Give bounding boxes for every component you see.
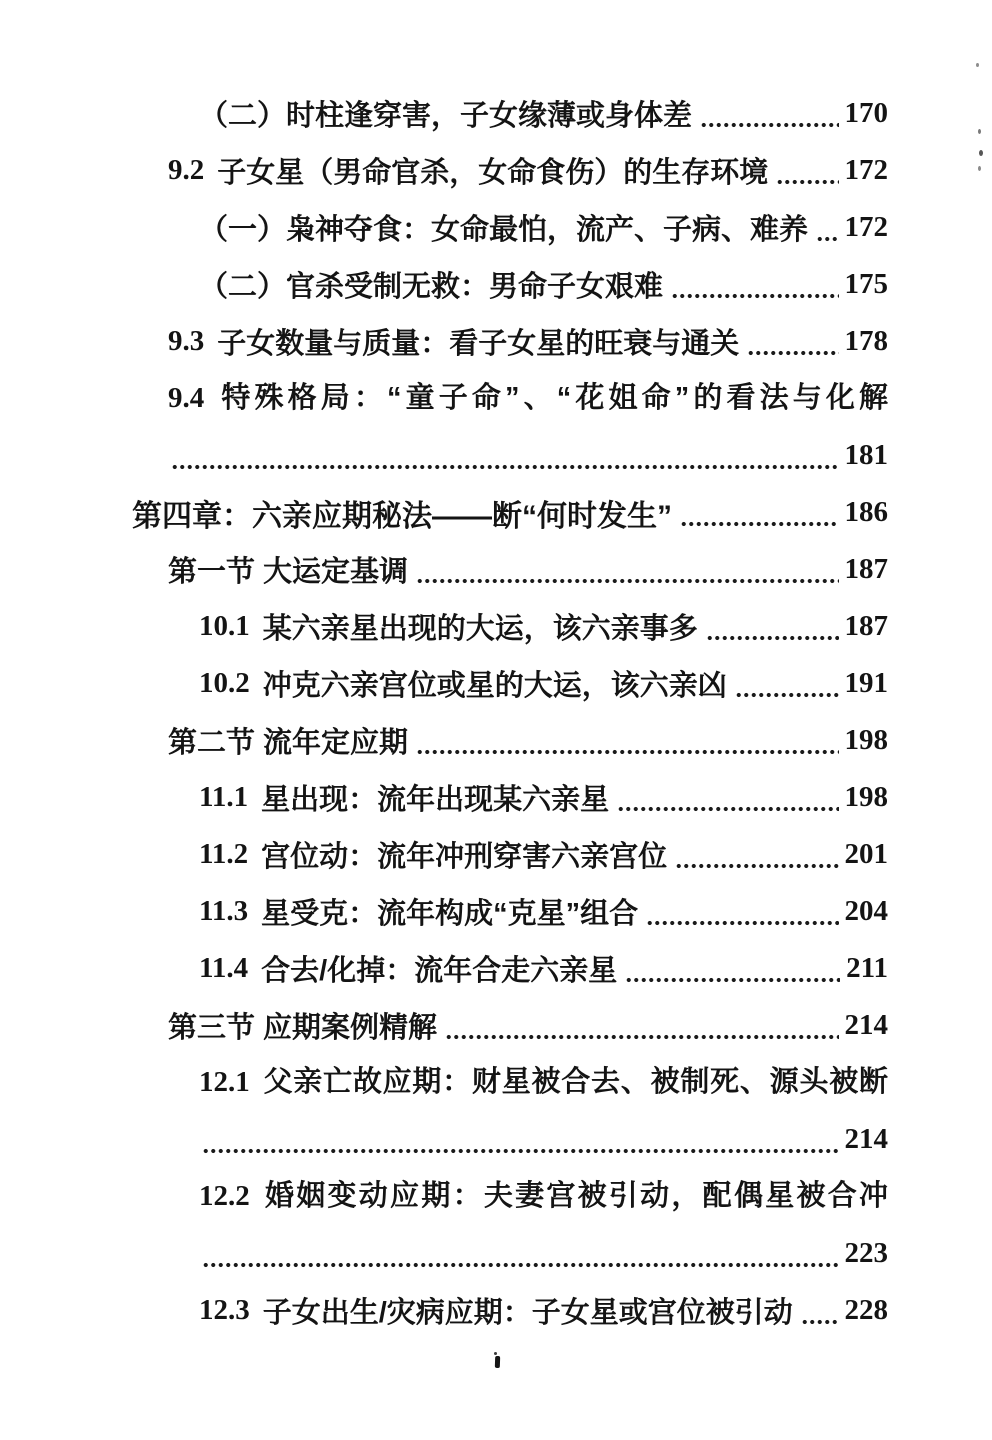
scan-artifact: [978, 129, 981, 134]
toc-entry-number: 11.4: [199, 952, 249, 984]
toc-entry-wrapped-line: [0, 370, 992, 427]
toc-entry: [0, 313, 992, 370]
toc-entry-number: 10.2: [199, 667, 250, 699]
toc-entry-text: 冲克六亲宫位或星的大运，该六亲凶: [262, 670, 727, 702]
toc-entry-number: 10.1: [199, 610, 250, 642]
dotted-leader: [776, 179, 838, 185]
scan-artifact: [976, 63, 979, 67]
ink-mark: [494, 1352, 497, 1355]
toc-entry-text: 子女出生/灾病应期：子女星或宫位被引动: [262, 1297, 793, 1329]
toc-section-heading: [0, 997, 992, 1054]
toc-entry-text: 宫位动：流年冲刑穿害六亲宫位: [261, 841, 668, 873]
toc-entry: [0, 883, 992, 940]
toc-entry: [0, 1282, 992, 1339]
dotted-leader: [202, 1262, 839, 1268]
toc-entry: [0, 85, 992, 142]
toc-entry-wrapped-line: [0, 1054, 992, 1111]
ink-mark: [495, 1356, 500, 1368]
toc-entry-text: 子女星（男命官杀，女命食伤）的生存环境: [217, 157, 769, 189]
toc-entry-number: 12.3: [199, 1294, 250, 1326]
toc-page-number: 181: [844, 439, 888, 471]
toc-entry-text: （二）时柱逢穿害，子女缘薄或身体差: [199, 100, 693, 132]
dotted-leader: [706, 635, 839, 641]
toc-chapter-heading: [0, 484, 992, 541]
toc-entry: [0, 769, 992, 826]
toc-entry-number: 12.2: [199, 1180, 250, 1212]
toc-entry-text: 子女数量与质量：看子女星的旺衰与通关: [217, 328, 740, 360]
toc-entry-text: 星受克：流年构成“克星”组合: [261, 898, 639, 930]
dotted-leader: [625, 977, 840, 983]
scan-artifact: [979, 150, 983, 156]
toc-page-number: 198: [844, 724, 888, 756]
toc-entry-number: 11.2: [199, 838, 249, 870]
toc-entry-text: （二）官杀受制无救：男命子女艰难: [199, 271, 664, 303]
toc-entry: [0, 598, 992, 655]
toc-entry: [0, 256, 992, 313]
dotted-leader: [646, 920, 838, 926]
toc-entry: [0, 655, 992, 712]
dotted-leader: [680, 521, 839, 527]
toc-entry-number: 12.1: [199, 1066, 250, 1098]
toc-page-number: 172: [844, 154, 888, 186]
toc-entry-wrapped-line: [0, 1168, 992, 1225]
toc-page-number: 201: [844, 838, 888, 870]
toc-entry-number: 9.3: [168, 325, 205, 357]
dotted-leader: [416, 749, 838, 755]
dotted-leader: [735, 692, 839, 698]
toc-section-heading: [0, 712, 992, 769]
toc-page-number: 172: [844, 211, 888, 243]
dotted-leader: [617, 806, 838, 812]
toc-entry-text: 第三节 应期案例精解: [168, 1012, 438, 1044]
toc-entry-number: 11.1: [199, 781, 249, 813]
toc-entry-number: 9.4: [168, 382, 205, 414]
dotted-leader: [202, 1148, 839, 1154]
toc-entry-text: 某六亲星出现的大运，该六亲事多: [262, 613, 698, 645]
toc-entry-continuation: [0, 1225, 992, 1282]
toc-page-number: 198: [844, 781, 888, 813]
toc-entry: [0, 940, 992, 997]
dotted-leader: [801, 1319, 839, 1325]
toc-entry-text: （一）枭神夺食：女命最怕，流产、子病、难养: [199, 214, 809, 246]
dotted-leader: [671, 293, 838, 299]
toc-page-number: 178: [844, 325, 888, 357]
toc-page-number: 204: [844, 895, 888, 927]
toc-page-number: 187: [844, 610, 888, 642]
toc-entry-continuation: [0, 1111, 992, 1168]
toc-entry: [0, 199, 992, 256]
toc-entry-text: 婚姻变动应期：夫妻宫被引动，配偶星被合冲: [262, 1180, 888, 1212]
dotted-leader: [416, 578, 838, 584]
dotted-leader: [747, 350, 838, 356]
toc-page-number: 228: [844, 1294, 888, 1326]
toc-entry-text: 合去/化掉：流年合走六亲星: [261, 955, 618, 987]
dotted-leader: [171, 464, 839, 470]
toc-entry-text: 星出现：流年出现某六亲星: [261, 784, 610, 816]
toc-page-number: 214: [844, 1123, 888, 1155]
toc-entry-number: 9.2: [168, 154, 205, 186]
toc-page-number: 191: [844, 667, 888, 699]
scan-artifact: [978, 166, 981, 171]
toc-page-number: 187: [844, 553, 888, 585]
toc-page-number: 175: [844, 268, 888, 300]
dotted-leader: [445, 1034, 838, 1040]
dotted-leader: [675, 863, 838, 869]
toc-entry-text: 父亲亡故应期：财星被合去、被制死、源头被断: [262, 1066, 888, 1098]
dotted-leader: [816, 236, 838, 242]
toc-entry-number: 11.3: [199, 895, 249, 927]
dotted-leader: [700, 122, 838, 128]
toc-section-heading: [0, 541, 992, 598]
toc-entry: [0, 142, 992, 199]
toc-page-number: 223: [844, 1237, 888, 1269]
toc-page-number: 211: [846, 952, 888, 984]
toc-page-number: 170: [844, 97, 888, 129]
toc-page-number: 214: [844, 1009, 888, 1041]
toc-entry-text: 第一节 大运定基调: [168, 556, 409, 588]
toc-entry: [0, 826, 992, 883]
toc-entry-text: 第四章：六亲应期秘法——断“何时发生”: [132, 499, 672, 533]
toc-entry-text: 第二节 流年定应期: [168, 727, 409, 759]
toc-entry-continuation: [0, 427, 992, 484]
toc-entry-text: 特殊格局：“童子命”、“花姐命”的看法与化解: [217, 382, 888, 414]
toc-page-number: 186: [844, 496, 888, 528]
